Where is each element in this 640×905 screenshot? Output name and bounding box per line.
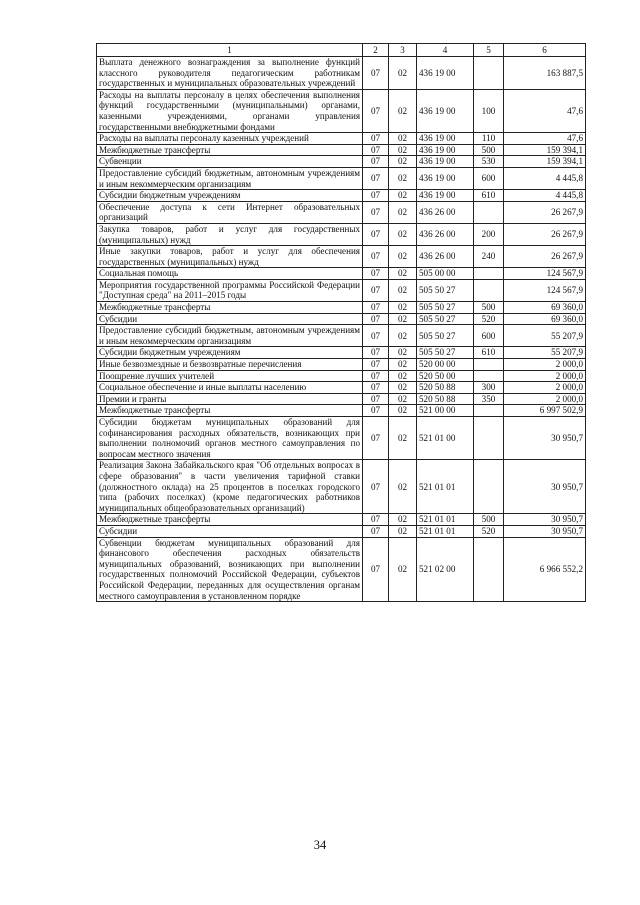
- row-c2-cell: 07: [363, 89, 389, 132]
- row-c6-cell: 2 000,0: [504, 382, 586, 394]
- row-c6-cell: 69 360,0: [504, 313, 586, 325]
- row-c2-cell: 07: [363, 223, 389, 245]
- row-c4-cell: 436 26 00: [417, 223, 474, 245]
- row-name-cell: Поощрение лучших учителей: [97, 370, 363, 382]
- header-cell-3: 3: [389, 44, 417, 57]
- row-c6-cell: 55 207,9: [504, 325, 586, 347]
- row-name-cell: Субвенции бюджетам муниципальных образований для финансового обеспечения расходных обязательств муниципальных образований, возникающих при выполнении государственных полномочий Российской Федерации, субъектов Российской Федерации, переданных для осуществления органам местного самоуправления в установленном порядке: [97, 537, 363, 602]
- row-c4-cell: 520 50 00: [417, 370, 474, 382]
- page-number: 34: [313, 838, 327, 852]
- row-name-cell: Межбюджетные трансферты: [97, 405, 363, 417]
- row-c5-cell: 350: [474, 393, 504, 405]
- row-name-cell: Расходы на выплаты персоналу в целях обеспечения выполнения функций государственными (муниципальными) органами, казенными учреждениями, органами управления государственными внебюджетными фондами: [97, 89, 363, 132]
- row-name-cell: Субсидии бюджетным учреждениям: [97, 190, 363, 202]
- row-c3-cell: 02: [389, 382, 417, 394]
- row-c5-cell: 300: [474, 382, 504, 394]
- header-cell-6: 6: [504, 44, 586, 57]
- row-c5-cell: [474, 405, 504, 417]
- row-c5-cell: 200: [474, 223, 504, 245]
- row-c3-cell: 02: [389, 302, 417, 314]
- row-c2-cell: 07: [363, 393, 389, 405]
- row-c5-cell: 500: [474, 144, 504, 156]
- row-c3-cell: 02: [389, 246, 417, 268]
- table-row: [97, 460, 586, 514]
- row-c5-cell: 520: [474, 525, 504, 537]
- table-row: [97, 246, 586, 268]
- row-c2-cell: 07: [363, 268, 389, 280]
- table-row: [97, 382, 586, 394]
- row-c6-cell: 2 000,0: [504, 359, 586, 371]
- row-c5-cell: [474, 57, 504, 90]
- table-row: [97, 144, 586, 156]
- row-name-cell: Межбюджетные трансферты: [97, 514, 363, 526]
- row-c6-cell: 26 267,9: [504, 201, 586, 223]
- row-c6-cell: 47,6: [504, 133, 586, 145]
- row-c2-cell: 07: [363, 417, 389, 460]
- row-c3-cell: 02: [389, 268, 417, 280]
- row-c3-cell: 02: [389, 144, 417, 156]
- table-row: [97, 405, 586, 417]
- row-c4-cell: 505 50 27: [417, 347, 474, 359]
- table-row: [97, 325, 586, 347]
- row-c2-cell: 07: [363, 382, 389, 394]
- table-row: [97, 514, 586, 526]
- row-c3-cell: 02: [389, 279, 417, 301]
- row-c2-cell: 07: [363, 405, 389, 417]
- row-c4-cell: 520 00 00: [417, 359, 474, 371]
- row-name-cell: Закупка товаров, работ и услуг для государственных (муниципальных) нужд: [97, 223, 363, 245]
- row-c4-cell: 436 26 00: [417, 246, 474, 268]
- row-c4-cell: 436 19 00: [417, 89, 474, 132]
- table-row: [97, 279, 586, 301]
- row-c3-cell: 02: [389, 223, 417, 245]
- row-c2-cell: 07: [363, 144, 389, 156]
- row-c2-cell: 07: [363, 359, 389, 371]
- row-c4-cell: 521 01 01: [417, 525, 474, 537]
- row-c4-cell: 505 50 27: [417, 313, 474, 325]
- row-c5-cell: [474, 417, 504, 460]
- table-row: [97, 359, 586, 371]
- row-c4-cell: 436 19 00: [417, 57, 474, 90]
- budget-table: [96, 43, 586, 602]
- row-name-cell: Субсидии: [97, 525, 363, 537]
- row-c6-cell: 26 267,9: [504, 223, 586, 245]
- row-c6-cell: 4 445,8: [504, 190, 586, 202]
- row-name-cell: Обеспечение доступа к сети Интернет образовательных организаций: [97, 201, 363, 223]
- row-c4-cell: 436 19 00: [417, 133, 474, 145]
- table-row: [97, 190, 586, 202]
- row-c5-cell: 530: [474, 156, 504, 168]
- row-c6-cell: 30 950,7: [504, 514, 586, 526]
- row-c4-cell: 520 50 88: [417, 393, 474, 405]
- row-name-cell: Выплата денежного вознаграждения за выполнение функций классного руководителя педагогическим работникам государственных и муниципальных образовательных учреждений: [97, 57, 363, 90]
- row-c3-cell: 02: [389, 370, 417, 382]
- row-name-cell: Субсидии: [97, 313, 363, 325]
- table-row: [97, 525, 586, 537]
- table-body: [97, 57, 586, 602]
- row-c4-cell: 521 00 00: [417, 405, 474, 417]
- row-c3-cell: 02: [389, 89, 417, 132]
- row-name-cell: Субсидии бюджетным учреждениям: [97, 347, 363, 359]
- row-c2-cell: 07: [363, 57, 389, 90]
- row-c6-cell: 30 950,7: [504, 417, 586, 460]
- row-c6-cell: 163 887,5: [504, 57, 586, 90]
- row-c3-cell: 02: [389, 359, 417, 371]
- row-c6-cell: 124 567,9: [504, 268, 586, 280]
- row-c5-cell: [474, 201, 504, 223]
- row-c2-cell: 07: [363, 246, 389, 268]
- row-c2-cell: 07: [363, 370, 389, 382]
- table-row: [97, 302, 586, 314]
- row-c6-cell: 159 394,1: [504, 156, 586, 168]
- table-row: [97, 89, 586, 132]
- row-name-cell: Субвенции: [97, 156, 363, 168]
- row-c6-cell: 26 267,9: [504, 246, 586, 268]
- row-c3-cell: 02: [389, 514, 417, 526]
- table-row: [97, 167, 586, 189]
- row-c5-cell: 610: [474, 347, 504, 359]
- row-c3-cell: 02: [389, 201, 417, 223]
- table-row: [97, 347, 586, 359]
- row-c4-cell: 436 19 00: [417, 156, 474, 168]
- row-c6-cell: 6 966 552,2: [504, 537, 586, 602]
- row-c3-cell: 02: [389, 347, 417, 359]
- table-row: [97, 393, 586, 405]
- row-name-cell: Предоставление субсидий бюджетным, автономным учреждениям и иным некоммерческим организациям: [97, 325, 363, 347]
- row-c4-cell: 505 50 27: [417, 279, 474, 301]
- row-c6-cell: 2 000,0: [504, 370, 586, 382]
- row-c4-cell: 505 50 27: [417, 325, 474, 347]
- row-name-cell: Премии и гранты: [97, 393, 363, 405]
- row-name-cell: Мероприятия государственной программы Российской Федерации "Доступная среда" на 2011–2015 годы: [97, 279, 363, 301]
- table-row: [97, 156, 586, 168]
- row-c2-cell: 07: [363, 190, 389, 202]
- row-c4-cell: 521 02 00: [417, 537, 474, 602]
- row-name-cell: Реализация Закона Забайкальского края "Об отдельных вопросах в сфере образования" в части увеличения тарифной ставки (должностного оклада) на 25 процентов в поселках городского типа (рабочих поселках) (кроме педагогических работников муниципальных общеобразовательных организаций): [97, 460, 363, 514]
- table-row: [97, 201, 586, 223]
- row-name-cell: Социальная помощь: [97, 268, 363, 280]
- row-c2-cell: 07: [363, 537, 389, 602]
- row-c5-cell: 500: [474, 514, 504, 526]
- row-c2-cell: 07: [363, 167, 389, 189]
- row-c2-cell: 07: [363, 133, 389, 145]
- row-c3-cell: 02: [389, 417, 417, 460]
- row-c3-cell: 02: [389, 393, 417, 405]
- row-c5-cell: [474, 279, 504, 301]
- row-c4-cell: 521 01 01: [417, 460, 474, 514]
- row-c5-cell: [474, 359, 504, 371]
- row-c3-cell: 02: [389, 313, 417, 325]
- row-c2-cell: 07: [363, 201, 389, 223]
- row-name-cell: Межбюджетные трансферты: [97, 144, 363, 156]
- row-c6-cell: 55 207,9: [504, 347, 586, 359]
- row-c5-cell: 100: [474, 89, 504, 132]
- row-name-cell: Социальное обеспечение и иные выплаты населению: [97, 382, 363, 394]
- row-c3-cell: 02: [389, 525, 417, 537]
- row-name-cell: Иные закупки товаров, работ и услуг для обеспечения государственных (муниципальных) нужд: [97, 246, 363, 268]
- row-name-cell: Межбюджетные трансферты: [97, 302, 363, 314]
- row-c5-cell: 110: [474, 133, 504, 145]
- row-c6-cell: 124 567,9: [504, 279, 586, 301]
- row-c2-cell: 07: [363, 313, 389, 325]
- row-name-cell: Расходы на выплаты персоналу казенных учреждений: [97, 133, 363, 145]
- row-c3-cell: 02: [389, 460, 417, 514]
- row-c2-cell: 07: [363, 514, 389, 526]
- row-c6-cell: 6 997 502,9: [504, 405, 586, 417]
- row-c6-cell: 30 950,7: [504, 460, 586, 514]
- row-c5-cell: 520: [474, 313, 504, 325]
- row-c2-cell: 07: [363, 525, 389, 537]
- row-c5-cell: [474, 268, 504, 280]
- row-c4-cell: 436 19 00: [417, 144, 474, 156]
- row-c3-cell: 02: [389, 57, 417, 90]
- row-c3-cell: 02: [389, 405, 417, 417]
- row-name-cell: Предоставление субсидий бюджетным, автономным учреждениям и иным некоммерческим организациям: [97, 167, 363, 189]
- row-c2-cell: 07: [363, 302, 389, 314]
- row-c2-cell: 07: [363, 460, 389, 514]
- row-c6-cell: 30 950,7: [504, 525, 586, 537]
- row-c4-cell: 505 50 27: [417, 302, 474, 314]
- row-c5-cell: 600: [474, 167, 504, 189]
- row-c5-cell: 610: [474, 190, 504, 202]
- row-c3-cell: 02: [389, 190, 417, 202]
- row-c3-cell: 02: [389, 156, 417, 168]
- table-row: [97, 268, 586, 280]
- row-c3-cell: 02: [389, 167, 417, 189]
- table-row: [97, 370, 586, 382]
- row-c3-cell: 02: [389, 325, 417, 347]
- table-row: [97, 537, 586, 602]
- row-c5-cell: 500: [474, 302, 504, 314]
- header-cell-4: 4: [417, 44, 474, 57]
- header-row: [97, 44, 586, 57]
- header-cell-2: 2: [363, 44, 389, 57]
- table-row: [97, 57, 586, 90]
- table-row: [97, 133, 586, 145]
- table-row: [97, 223, 586, 245]
- row-c4-cell: 520 50 88: [417, 382, 474, 394]
- row-c4-cell: 436 26 00: [417, 201, 474, 223]
- row-c4-cell: 505 00 00: [417, 268, 474, 280]
- row-c4-cell: 436 19 00: [417, 167, 474, 189]
- table-row: [97, 417, 586, 460]
- row-c3-cell: 02: [389, 133, 417, 145]
- row-c5-cell: 600: [474, 325, 504, 347]
- header-cell-1: 1: [97, 44, 363, 57]
- row-c6-cell: 4 445,8: [504, 167, 586, 189]
- row-name-cell: Иные безвозмездные и безвозвратные перечисления: [97, 359, 363, 371]
- row-c2-cell: 07: [363, 279, 389, 301]
- row-c2-cell: 07: [363, 347, 389, 359]
- row-c5-cell: [474, 460, 504, 514]
- row-c4-cell: 521 01 00: [417, 417, 474, 460]
- row-c5-cell: [474, 370, 504, 382]
- row-c5-cell: 240: [474, 246, 504, 268]
- row-c6-cell: 47,6: [504, 89, 586, 132]
- row-c2-cell: 07: [363, 325, 389, 347]
- table-row: [97, 313, 586, 325]
- header-cell-5: 5: [474, 44, 504, 57]
- row-c6-cell: 2 000,0: [504, 393, 586, 405]
- row-c6-cell: 69 360,0: [504, 302, 586, 314]
- row-c4-cell: 436 19 00: [417, 190, 474, 202]
- row-c3-cell: 02: [389, 537, 417, 602]
- row-c2-cell: 07: [363, 156, 389, 168]
- row-c5-cell: [474, 537, 504, 602]
- row-c6-cell: 159 394,1: [504, 144, 586, 156]
- row-name-cell: Субсидии бюджетам муниципальных образований для софинансирования расходных обязательств, возникающих при выполнении полномочий органов местного самоуправления по вопросам местного значения: [97, 417, 363, 460]
- row-c4-cell: 521 01 01: [417, 514, 474, 526]
